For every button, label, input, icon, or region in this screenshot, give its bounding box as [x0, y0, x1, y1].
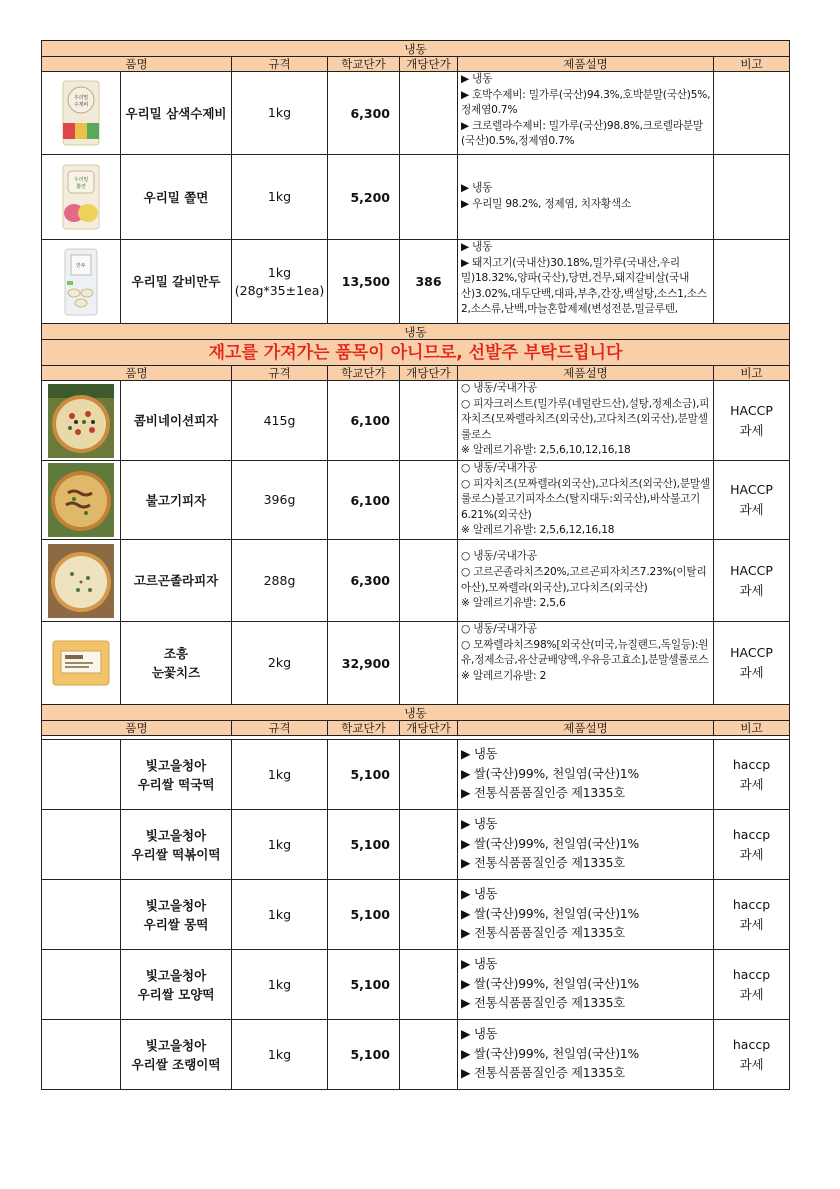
jjolmyeon-package-image	[60, 163, 102, 231]
desc-line: ▶ 쌀(국산)99%, 천일염(국산)1%	[461, 836, 640, 851]
product-description	[458, 810, 714, 880]
name-line: 우리쌀 몽떡	[143, 916, 209, 932]
desc-line: ▶ 전통식품품질인증 제1335호	[461, 926, 625, 941]
product-image	[42, 540, 121, 622]
desc-line: ※ 알레르기유발: 2,5,6	[461, 597, 566, 610]
name-line: 빛고을청아	[145, 897, 207, 913]
note-line: HACCP	[730, 562, 773, 578]
note-line: 과세	[739, 986, 764, 1002]
unit-price	[400, 622, 458, 705]
product-note	[714, 740, 790, 810]
desc-line: ▶ 냉동	[461, 241, 493, 253]
unit-price	[400, 950, 458, 1020]
desc-line: ▶ 냉동	[461, 73, 493, 85]
desc-line: ○ 냉동/국내가공	[461, 623, 537, 635]
product-description	[458, 1020, 714, 1090]
product-description	[458, 155, 714, 240]
product-name	[121, 622, 232, 705]
unit-price	[400, 880, 458, 950]
product-description	[458, 740, 714, 810]
note-line: HACCP	[730, 402, 773, 418]
desc-line: ▶ 쌀(국산)99%, 천일염(국산)1%	[461, 906, 640, 921]
product-price-table	[41, 40, 790, 1090]
product-name: 우리밀 쫄면	[121, 155, 232, 240]
table-row	[42, 622, 790, 705]
note-line: haccp	[732, 826, 771, 842]
desc-line: ▶ 전통식품품질인증 제1335호	[461, 856, 625, 871]
name-line: 빛고을청아	[145, 827, 207, 843]
note-line: 과세	[739, 1056, 764, 1072]
note-line: 과세	[739, 846, 764, 862]
desc-line: ▶ 크로렐라수제비: 밀가루(국산)98.8%,크로렐라분말(국산)0.5%,정제염0.7%	[461, 119, 703, 148]
spec-line: 1kg	[267, 264, 292, 280]
product-spec: 415g	[232, 381, 328, 461]
desc-line: ○ 모짜렐라치즈98%[외국산(미국,뉴질랜드,독일등):원유,정제소금,유산균배양액,우유응고효소],분말셀룰로스	[461, 638, 709, 667]
product-description	[458, 950, 714, 1020]
unit-price	[400, 540, 458, 622]
school-price: 5,200	[328, 155, 400, 240]
table-row	[42, 880, 790, 950]
desc-line: ※ 알레르기유발: 2	[461, 669, 547, 682]
sujebi-package-image	[60, 79, 102, 147]
product-name	[121, 880, 232, 950]
spec-line: (28g*35±1ea)	[234, 282, 325, 298]
product-spec: 1kg	[232, 740, 328, 810]
col-desc-header: 제품설명	[458, 366, 714, 381]
col-spec-header: 규격	[232, 57, 328, 72]
bulgogi-pizza-image	[48, 463, 114, 537]
name-line: 빛고을청아	[145, 1037, 207, 1053]
desc-line: ▶ 냉동	[461, 817, 498, 832]
school-price: 6,300	[328, 72, 400, 155]
table-row	[42, 740, 790, 810]
desc-line: ▶ 냉동	[461, 887, 498, 902]
school-price: 13,500	[328, 240, 400, 324]
product-spec	[232, 240, 328, 324]
note-line: 과세	[739, 776, 764, 792]
col-school-price-header: 학교단가	[328, 721, 400, 736]
desc-line: ▶ 냉동	[461, 957, 498, 972]
school-price: 32,900	[328, 622, 400, 705]
school-price: 5,100	[328, 1020, 400, 1090]
snow-cheese-bag-image	[49, 635, 113, 691]
product-note	[714, 622, 790, 705]
product-name: 불고기피자	[121, 461, 232, 540]
school-price: 6,300	[328, 540, 400, 622]
name-line: 눈꽃치즈	[151, 665, 201, 680]
desc-line: ○ 피자크러스트(밀가루(네덜란드산),설탕,정제소금),피자치즈(모짜렐라치즈(외국산),고다치즈(외국산),분말셀룰로스	[461, 397, 710, 441]
col-name-header: 품명	[42, 57, 232, 72]
product-note	[714, 880, 790, 950]
section-title: 냉동	[42, 324, 790, 340]
header-row	[42, 57, 790, 72]
school-price: 6,100	[328, 461, 400, 540]
table-row	[42, 540, 790, 622]
col-note-header: 비고	[714, 721, 790, 736]
header-row	[42, 721, 790, 736]
gorgonzola-pizza-image	[48, 544, 114, 618]
table-row	[42, 950, 790, 1020]
desc-line: ○ 냉동/국내가공	[461, 382, 537, 394]
note-line: 과세	[739, 422, 764, 438]
unit-price	[400, 155, 458, 240]
product-image	[42, 461, 121, 540]
col-desc-header: 제품설명	[458, 57, 714, 72]
product-name	[121, 1020, 232, 1090]
product-image	[42, 240, 121, 324]
product-note	[714, 72, 790, 155]
product-description	[458, 72, 714, 155]
note-line: 과세	[739, 502, 764, 517]
school-price: 5,100	[328, 950, 400, 1020]
note-line: 과세	[739, 665, 764, 680]
desc-line: ○ 고르곤졸라치즈20%,고르곤피자치즈7.23%(이탈리아산),모짜렐라(외국산),고다치즈(외국산)	[461, 565, 707, 594]
product-note	[714, 240, 790, 324]
section-title: 냉동	[42, 41, 790, 57]
desc-line: ▶ 냉동	[461, 747, 498, 762]
product-description	[458, 240, 714, 324]
table-row	[42, 1020, 790, 1090]
svg-text:수제비: 수제비	[73, 102, 89, 108]
svg-text:우리밀: 우리밀	[73, 177, 89, 183]
desc-line: ※ 알레르기유발: 2,5,6,12,16,18	[461, 524, 615, 537]
product-spec: 396g	[232, 461, 328, 540]
col-desc-header: 제품설명	[458, 721, 714, 736]
note-line: HACCP	[730, 482, 773, 497]
svg-text:만두: 만두	[76, 262, 86, 269]
note-line: haccp	[732, 896, 771, 912]
product-description	[458, 461, 714, 540]
desc-line: ▶ 냉동	[461, 182, 493, 195]
note-line: haccp	[732, 1036, 771, 1052]
col-unit-price-header: 개당단가	[400, 366, 458, 381]
combination-pizza-image	[48, 384, 114, 458]
product-note	[714, 461, 790, 540]
desc-line: ▶ 호박수제비: 밀가루(국산)94.3%,호박분말(국산)5%,정제염0.7%	[461, 88, 711, 117]
product-note	[714, 155, 790, 240]
product-name: 콤비네이션피자	[121, 381, 232, 461]
product-description	[458, 622, 714, 705]
product-spec: 2kg	[232, 622, 328, 705]
desc-line: ※ 알레르기유발: 2,5,6,10,12,16,18	[461, 444, 631, 457]
col-spec-header: 규격	[232, 721, 328, 736]
product-description	[458, 540, 714, 622]
note-line: haccp	[732, 966, 771, 982]
product-name	[121, 740, 232, 810]
product-spec: 1kg	[232, 950, 328, 1020]
product-image	[42, 622, 121, 705]
col-unit-price-header: 개당단가	[400, 57, 458, 72]
table-row	[42, 381, 790, 461]
product-spec: 1kg	[232, 880, 328, 950]
unit-price	[400, 740, 458, 810]
product-note	[714, 810, 790, 880]
desc-line: ▶ 우리밀 98.2%, 정제염, 치자황색소	[461, 198, 631, 210]
product-name: 우리밀 삼색수제비	[121, 72, 232, 155]
product-spec: 1kg	[232, 1020, 328, 1090]
product-name: 고르곤졸라피자	[121, 540, 232, 622]
col-name-header: 품명	[42, 366, 232, 381]
desc-line: ○ 피자치즈(모짜렐라(외국산),고다치즈(외국산),분말셀룰로스)불고기피자소스(탈지대두:외국산),바삭불고기6.21%(외국산)	[461, 477, 710, 521]
desc-line: ▶ 전통식품품질인증 제1335호	[461, 1066, 625, 1081]
table-row	[42, 72, 790, 155]
product-image	[42, 740, 121, 810]
desc-line: ▶ 쌀(국산)99%, 천일염(국산)1%	[461, 766, 640, 781]
name-line: 우리쌀 모양떡	[137, 986, 215, 1002]
desc-line: ▶ 쌀(국산)99%, 천일염(국산)1%	[461, 976, 640, 991]
product-note	[714, 381, 790, 461]
desc-line: ▶ 냉동	[461, 1027, 498, 1042]
name-line: 조흥	[163, 646, 189, 661]
note-line: 과세	[739, 582, 764, 598]
name-line: 빛고을청아	[145, 967, 207, 983]
col-note-header: 비고	[714, 57, 790, 72]
desc-line: ○ 냉동/국내가공	[461, 462, 537, 474]
desc-line: ▶ 돼지고기(국내산)30.18%,밀가루(국내산,우리밀)18.32%,양파(국산),당면,건무,돼지갈비살(국내산)3.02%,대두단백,대파,부추,간장,백설탕,소스1,소스2,소스류,난백,마늘혼합제제(변성전분,밀글루텐,	[461, 256, 707, 316]
col-unit-price-header: 개당단가	[400, 721, 458, 736]
col-name-header: 품명	[42, 721, 232, 736]
product-image	[42, 1020, 121, 1090]
desc-line: ▶ 전통식품품질인증 제1335호	[461, 996, 625, 1011]
product-name	[121, 810, 232, 880]
product-note	[714, 1020, 790, 1090]
table-row	[42, 155, 790, 240]
product-spec: 1kg	[232, 155, 328, 240]
unit-price	[400, 72, 458, 155]
product-image	[42, 880, 121, 950]
desc-line: ○ 냉동/국내가공	[461, 550, 537, 563]
unit-price	[400, 461, 458, 540]
product-spec: 288g	[232, 540, 328, 622]
unit-price: 386	[400, 240, 458, 324]
product-description	[458, 880, 714, 950]
section-title: 냉동	[42, 705, 790, 721]
table-row	[42, 461, 790, 540]
note-line: 과세	[739, 916, 764, 932]
product-spec: 1kg	[232, 810, 328, 880]
product-image	[42, 950, 121, 1020]
product-image	[42, 381, 121, 461]
product-name	[121, 950, 232, 1020]
product-image	[42, 810, 121, 880]
name-line: 빛고을청아	[145, 757, 207, 773]
product-spec: 1kg	[232, 72, 328, 155]
col-school-price-header: 학교단가	[328, 57, 400, 72]
name-line: 우리쌀 떡국떡	[137, 776, 215, 792]
school-price: 5,100	[328, 810, 400, 880]
product-name: 우리밀 갈비만두	[121, 240, 232, 324]
school-price: 5,100	[328, 880, 400, 950]
preorder-notice: 재고를 가져가는 품목이 아니므로, 선발주 부탁드립니다	[42, 340, 790, 366]
name-line: 우리쌀 떡볶이떡	[131, 846, 221, 862]
col-school-price-header: 학교단가	[328, 366, 400, 381]
desc-line: ▶ 전통식품품질인증 제1335호	[461, 786, 625, 801]
product-note	[714, 540, 790, 622]
mandu-package-image	[59, 247, 103, 317]
school-price: 5,100	[328, 740, 400, 810]
name-line: 우리쌀 조랭이떡	[131, 1056, 221, 1072]
product-description	[458, 381, 714, 461]
desc-line: ▶ 쌀(국산)99%, 천일염(국산)1%	[461, 1046, 640, 1061]
col-spec-header: 규격	[232, 366, 328, 381]
svg-text:우리밀: 우리밀	[73, 95, 89, 101]
header-row	[42, 366, 790, 381]
table-row	[42, 240, 790, 324]
note-line: HACCP	[730, 645, 773, 660]
product-note	[714, 950, 790, 1020]
note-line: haccp	[732, 756, 771, 772]
col-note-header: 비고	[714, 366, 790, 381]
product-image	[42, 72, 121, 155]
table-row	[42, 810, 790, 880]
unit-price	[400, 381, 458, 461]
school-price: 6,100	[328, 381, 400, 461]
unit-price	[400, 1020, 458, 1090]
svg-text:쫄면: 쫄면	[76, 184, 86, 190]
product-image	[42, 155, 121, 240]
unit-price	[400, 810, 458, 880]
